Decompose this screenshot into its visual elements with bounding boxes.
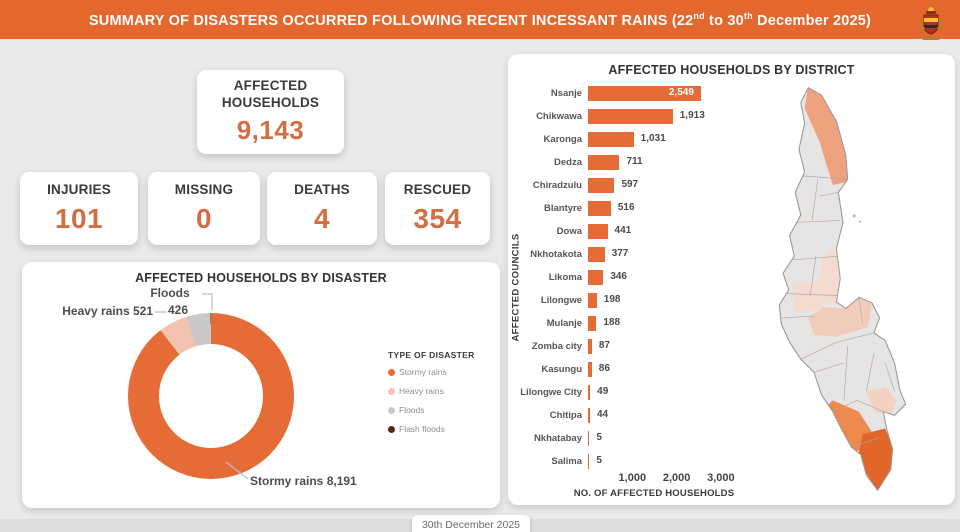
bar-value-label: 377 <box>611 248 629 259</box>
bar-value-label: 1,031 <box>640 133 666 144</box>
bar-row <box>511 381 771 404</box>
legend-dot-icon <box>388 426 395 433</box>
affected-households-card <box>197 70 344 154</box>
legend-dot-icon <box>388 369 395 376</box>
legend-item-label: Heavy rains <box>399 386 444 396</box>
injuries-card <box>20 172 138 245</box>
bar-fill <box>588 408 590 423</box>
bar-value-label: 5 <box>596 455 602 466</box>
affected-households-value: 9,143 <box>236 115 305 146</box>
disaster-type-legend <box>388 350 475 443</box>
rescued-value: 354 <box>413 202 462 234</box>
bar-row <box>511 82 771 105</box>
bar-row <box>511 243 771 266</box>
heavy-rains-callout: Heavy rains 521 <box>62 304 153 318</box>
donut-hole <box>159 344 263 448</box>
missing-value: 0 <box>195 202 213 234</box>
injuries-label: INJURIES <box>47 182 111 198</box>
x-tick-label: 1,000 <box>618 472 647 484</box>
bar-fill <box>588 132 634 147</box>
deaths-label: DEATHS <box>294 182 350 198</box>
district-bar-panel <box>508 54 955 505</box>
donut-chart-title: AFFECTED HOUSEHOLDS BY DISASTER <box>135 271 387 285</box>
bar-value-label: 188 <box>603 317 621 328</box>
bar-category-label: Dedza <box>554 157 582 168</box>
legend-item <box>388 367 475 377</box>
bar-category-label: Likoma <box>548 272 582 283</box>
bar-category-label: Zomba city <box>531 341 582 352</box>
bar-fill <box>588 178 614 193</box>
legend-item <box>388 386 475 396</box>
bar-row <box>511 335 771 358</box>
bar-value-label: 5 <box>596 432 602 443</box>
bar-category-label: Lilongwe City <box>520 387 582 398</box>
bar-row <box>511 427 771 450</box>
missing-card <box>148 172 260 245</box>
bar-row <box>511 404 771 427</box>
bar-row <box>511 450 771 473</box>
bar-category-label: Chitipa <box>549 410 582 421</box>
legend-item-label: Flash floods <box>399 424 445 434</box>
x-axis-ticks <box>511 472 771 486</box>
bar-fill <box>588 155 619 170</box>
bar-value-label: 516 <box>617 202 635 213</box>
map-district-dowa <box>792 281 824 313</box>
floods-callout-value: 426 <box>168 303 189 317</box>
bar-fill <box>588 362 592 377</box>
missing-label: MISSING <box>174 182 234 198</box>
legend-dot-icon <box>388 388 395 395</box>
bar-value-label: 2,549 <box>668 87 694 98</box>
map-likoma-island-dot <box>853 214 856 217</box>
floods-callout-label: Floods <box>150 286 190 300</box>
bar-value-label: 597 <box>621 179 639 190</box>
x-tick-label: 2,000 <box>662 472 691 484</box>
bar-category-label: Chiradzulu <box>532 180 582 191</box>
bar-row <box>511 289 771 312</box>
stormy-rains-callout: Stormy rains 8,191 <box>250 474 357 488</box>
legend-item <box>388 405 475 415</box>
bar-fill <box>588 293 597 308</box>
map-likoma-island-dot2 <box>859 220 861 222</box>
bar-row <box>511 312 771 335</box>
bar-row <box>511 358 771 381</box>
bar-value-label: 711 <box>626 156 643 167</box>
page-title: SUMMARY OF DISASTERS OCCURRED FOLLOWING RECENT INCESSANT RAINS (22nd to 30th December 2025) <box>88 10 872 29</box>
legend-item-label: Stormy rains <box>399 367 447 377</box>
malawi-map <box>743 82 943 494</box>
bar-fill <box>588 247 605 262</box>
legend-dot-icon <box>388 407 395 414</box>
injuries-value: 101 <box>54 202 104 234</box>
bar-row <box>511 151 771 174</box>
deaths-card <box>267 172 377 245</box>
bar-fill <box>588 316 596 331</box>
y-axis-label: AFFECTED COUNCILS <box>510 233 522 342</box>
bar-fill <box>588 385 590 400</box>
x-axis-label: NO. OF AFFECTED HOUSEHOLDS <box>573 488 735 499</box>
deaths-value: 4 <box>313 202 331 234</box>
bar-chart-title: AFFECTED HOUSEHOLDS BY DISTRICT <box>608 63 855 77</box>
bar-value-label: 346 <box>610 271 627 282</box>
bar-row <box>511 174 771 197</box>
bar-row <box>511 266 771 289</box>
bar-value-label: 441 <box>614 225 632 236</box>
disaster-donut-panel <box>22 262 500 508</box>
report-date: 30th December 2025 <box>412 515 530 532</box>
rescued-label: RESCUED <box>403 182 472 198</box>
bar-row <box>511 197 771 220</box>
legend-item-label: Floods <box>399 405 425 415</box>
bar-row <box>511 128 771 151</box>
bar-category-label: Nsanje <box>550 88 582 99</box>
bar-category-label: Blantyre <box>543 203 582 214</box>
bar-category-label: Nkhatabay <box>533 433 582 444</box>
bar-fill <box>588 201 611 216</box>
legend-title: TYPE OF DISASTER <box>388 350 475 360</box>
bar-category-label: Salima <box>551 456 582 467</box>
bar-fill <box>588 109 673 124</box>
bar-fill <box>588 224 608 239</box>
bar-category-label: Mulanje <box>546 318 582 329</box>
bar-category-label: Kasungu <box>541 364 582 375</box>
legend-item <box>388 424 475 434</box>
rescued-card <box>385 172 490 245</box>
bar-category-label: Karonga <box>543 134 582 145</box>
header-bar <box>0 0 960 39</box>
x-tick-label: 3,000 <box>707 472 735 484</box>
bar-fill <box>588 86 701 101</box>
affected-households-label: AFFECTED HOUSEHOLDS <box>221 77 320 110</box>
bar-row <box>511 105 771 128</box>
malawi-coat-of-arms-icon <box>916 6 946 42</box>
bar-value-label: 44 <box>596 409 609 420</box>
bar-rows <box>511 82 771 473</box>
bar-category-label: Dowa <box>556 226 582 237</box>
bar-category-label: Nkhotakota <box>530 249 582 260</box>
bar-fill <box>588 270 603 285</box>
bar-fill <box>588 339 592 354</box>
bar-row <box>511 220 771 243</box>
bar-value-label: 86 <box>598 363 610 374</box>
bar-value-label: 87 <box>598 340 610 351</box>
bar-category-label: Chikwawa <box>536 111 582 122</box>
bar-value-label: 49 <box>597 386 609 397</box>
bar-fill <box>588 454 589 469</box>
bar-value-label: 1,913 <box>679 110 705 121</box>
bar-fill <box>588 431 589 446</box>
bar-value-label: 198 <box>603 294 621 305</box>
bar-category-label: Lilongwe <box>540 295 582 306</box>
